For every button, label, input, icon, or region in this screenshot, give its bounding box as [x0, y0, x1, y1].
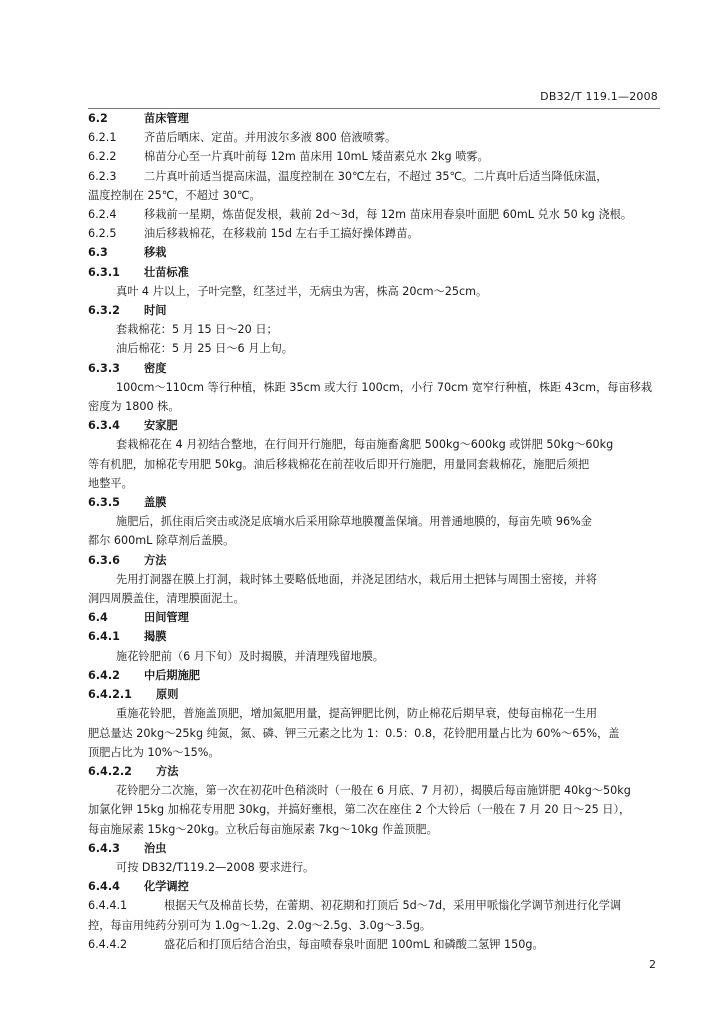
paragraph-continuation: 等有机肥，加棉花专用肥 50kg。油后移栽棉花在前茬收后即开行施肥，用量同套栽棉花，施肥后须把	[88, 457, 590, 471]
document-code: DB32/T 119.1—2008	[540, 90, 658, 103]
clause: 6.4.4.1 根据天气及棉苗长势，在蕾期、初花期和打顶后 5d～7d，采用甲哌慃化学调节剂进行化学调	[88, 899, 622, 913]
paragraph: 重施花铃肥，普施盖顶肥，增加氮肥用量，提高钾肥比例，防止棉花后期早衰，使每亩棉花一生用	[116, 707, 598, 721]
paragraph: 可按 DB32/T119.2—2008 要求进行。	[116, 860, 315, 874]
section-heading: 6.3 移栽	[88, 246, 167, 260]
paragraph-continuation: 肥总量达 20kg～25kg 纯氮，氮、磷、钾三元素之比为 1：0.5：0.8，花铃肥用量占比为 60%～65%，盖	[88, 726, 620, 740]
paragraph-continuation: 都尔 600mL 除草剂后盖膜。	[88, 534, 235, 548]
subsection-heading: 6.4.2 中后期施肥	[88, 668, 200, 682]
paragraph-continuation: 密度为 1800 株。	[88, 400, 180, 414]
subsection-heading: 6.4.3 治虫	[88, 841, 167, 855]
subsection-heading: 6.4.4 化学调控	[88, 880, 189, 894]
clause-continuation: 温度控制在 25℃，不超过 30℃。	[88, 188, 261, 202]
subsection-heading: 6.4.1 揭膜	[88, 630, 167, 644]
clause-continuation: 控，每亩用纯药分别可为 1.0g～1.2g、2.0g～2.5g、3.0g～3.5g。	[88, 918, 432, 932]
paragraph: 施肥后，抓住雨后突击或浇足底墒水后采用除草地膜覆盖保墒。用普通地膜的，每亩先喷 96%金	[116, 515, 592, 529]
paragraph: 100cm～110cm 等行种植，株距 35cm 或大行 100cm，小行 70cm 宽窄行种植，株距 43cm，每亩移栽	[116, 380, 653, 394]
clause: 6.2.3 二片真叶前适当提高床温，温度控制在 30℃左右，不超过 35℃。二片真叶后适当降低床温，	[88, 169, 608, 183]
paragraph: 先用打洞器在膜上打洞，栽时钵土要略低地面，并浇足团结水，栽后用土把钵与周围土密接，并将	[116, 572, 598, 586]
clause: 6.4.4.2 盛花后和打顶后结合治虫，每亩喷春泉叶面肥 100mL 和磷酸二氢钾 150g。	[88, 937, 544, 951]
subsection-heading: 6.3.3 密度	[88, 361, 167, 375]
subsection-heading: 6.3.5 盖膜	[88, 496, 167, 510]
subsection-heading: 6.4.2.2 方法	[88, 764, 179, 778]
paragraph-continuation: 加氯化钾 15kg 加棉花专用肥 30kg，并搞好壅根，第二次在座住 2 个大铃后（一般在 7 月 20 日～25 日），	[88, 803, 631, 817]
paragraph: 真叶 4 片以上，子叶完整，红茎过半，无病虫为害，株高 20cm～25cm。	[116, 284, 488, 298]
clause: 6.2.4 移栽前一星期，炼苗促发根，栽前 2d～3d，每 12m 苗床用春泉叶面肥 60mL 兑水 50 kg 浇根。	[88, 208, 633, 222]
paragraph: 油后棉花：5 月 25 日～6 月上旬。	[116, 342, 293, 356]
paragraph-continuation: 顶肥占比为 10%～15%。	[88, 745, 220, 759]
section-heading: 6.2 苗床管理	[88, 112, 189, 125]
clause: 6.2.1 齐苗后晒床、定苗。并用波尔多液 800 倍液喷雾。	[88, 131, 397, 145]
clause: 6.2.5 油后移栽棉花，在移栽前 15d 左右手工搞好操体蹲苗。	[88, 227, 419, 241]
subsection-heading: 6.3.1 壮苗标准	[88, 265, 189, 279]
subsection-heading: 6.4.2.1 原则	[88, 688, 179, 702]
paragraph: 套栽棉花在 4 月初结合整地，在行间开行施肥，每亩施畜禽肥 500kg～600kg 或饼肥 50kg～60kg	[116, 438, 614, 452]
clause: 6.2.2 棉苗分心至一片真叶前每 12m 苗床用 10mL 矮苗素兑水 2kg 喷雾。	[88, 150, 489, 164]
paragraph: 施花铃肥前（6 月下旬）及时揭膜，并清理残留地膜。	[116, 649, 384, 663]
paragraph-continuation: 洞四周膜盖住，清理膜面泥土。	[88, 592, 245, 606]
page-number: 2	[649, 958, 656, 971]
paragraph: 套栽棉花：5 月 15 日～20 日；	[116, 323, 278, 337]
paragraph-continuation: 地整平。	[88, 476, 133, 490]
section-heading: 6.4 田间管理	[88, 611, 189, 625]
paragraph-continuation: 每亩施尿素 15kg～20kg。立秋后每亩施尿素 7kg～10kg 作盖顶肥。	[88, 822, 438, 836]
subsection-heading: 6.3.6 方法	[88, 553, 167, 567]
subsection-heading: 6.3.4 安家肥	[88, 419, 178, 433]
document-body	[88, 109, 662, 954]
subsection-heading: 6.3.2 时间	[88, 304, 167, 318]
paragraph: 花铃肥分二次施，第一次在初花叶色稍淡时（一般在 6 月底、7 月初），揭膜后每亩施饼肥 40kg～50kg	[116, 784, 631, 798]
